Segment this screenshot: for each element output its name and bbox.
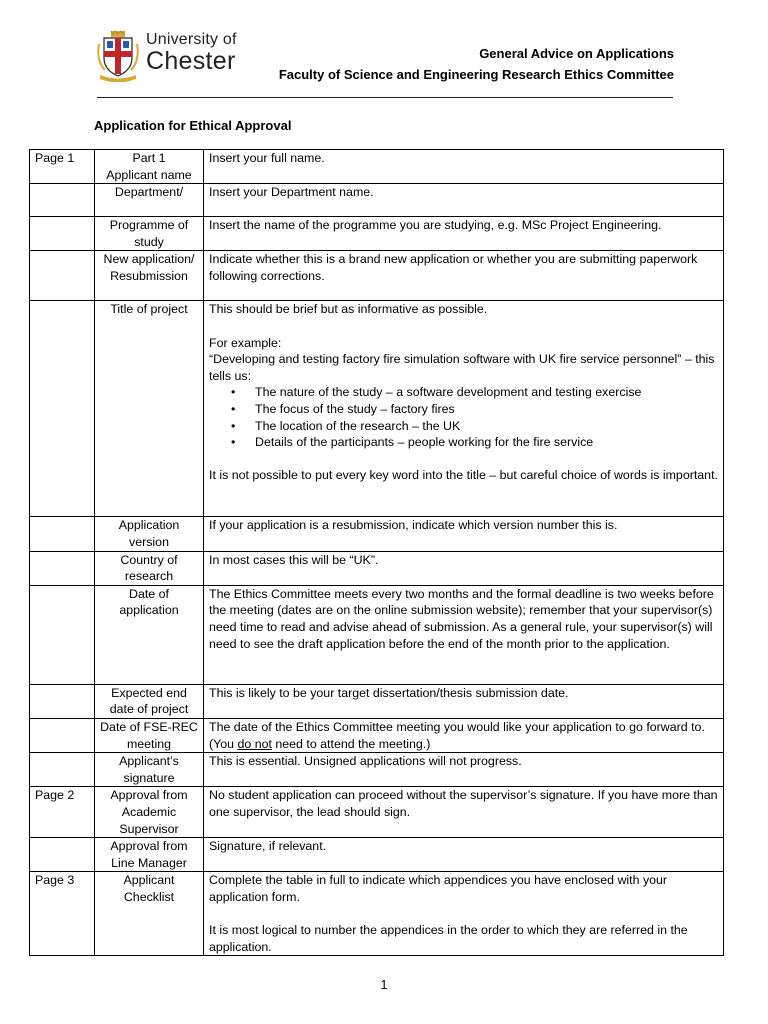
advice-paragraph — [209, 335, 718, 385]
header-title-faculty: Faculty of Science and Engineering Research Ethics Committee — [278, 67, 674, 82]
page-cell — [30, 184, 95, 217]
page-cell — [30, 838, 95, 872]
field-cell: Applicant Checklist — [95, 872, 204, 956]
page-cell — [30, 684, 95, 718]
field-cell: Programme of study — [95, 217, 204, 251]
crest-icon — [96, 30, 140, 82]
page-cell — [30, 251, 95, 301]
table-row — [30, 585, 724, 684]
table-row — [30, 684, 724, 718]
field-cell: Title of project — [95, 301, 204, 517]
page-cell — [30, 718, 95, 752]
field-cell: Approval from Academic Supervisor — [95, 787, 204, 838]
field-cell: Date of application — [95, 585, 204, 684]
field-cell: Approval from Line Manager — [95, 838, 204, 872]
advice-cell — [204, 718, 724, 752]
advice-paragraph: Complete the table in full to indicate which appendices you have enclosed with your application form. — [209, 873, 668, 904]
example-text: “Developing and testing factory fire simulation software with UK fire service personnel” – this tells us: — [209, 352, 715, 383]
advice-cell: Insert the name of the programme you are studying, e.g. MSc Project Engineering. — [204, 217, 724, 251]
header-titles — [279, 43, 674, 85]
page-cell — [30, 551, 95, 585]
advice-cell: In most cases this will be “UK”. — [204, 551, 724, 585]
field-cell: Country of research — [95, 551, 204, 585]
field-cell: Application version — [95, 517, 204, 551]
advice-cell — [204, 872, 724, 956]
field-cell: Applicant’s signature — [95, 753, 204, 787]
bullet-list — [209, 384, 718, 450]
example-label: For example: — [209, 335, 282, 350]
table-row — [30, 551, 724, 585]
advice-paragraph: It is not possible to put every key word into the title – but careful choice of words is important. — [209, 468, 718, 483]
table-row — [30, 217, 724, 251]
table-row — [30, 753, 724, 787]
field-cell: Expected end date of project — [95, 684, 204, 718]
header-title-advice: General Advice on Applications — [479, 46, 674, 61]
advice-cell: This is likely to be your target dissertation/thesis submission date. — [204, 684, 724, 718]
logo-wordmark — [146, 32, 237, 74]
advice-cell: If your application is a resubmission, indicate which version number this is. — [204, 517, 724, 551]
document-title: Application for Ethical Approval — [94, 118, 292, 133]
header-divider — [97, 97, 673, 98]
table-row — [30, 872, 724, 956]
table-row — [30, 718, 724, 752]
list-item: • The nature of the study – a software development and testing exercise — [209, 384, 718, 401]
field-cell — [95, 150, 204, 184]
advice-text: The date of the Ethics Committee meeting you would like your application to go forward to. (You — [209, 719, 705, 751]
field-cell: New application/ Resubmission — [95, 251, 204, 301]
list-item: • The focus of the study – factory fires — [209, 401, 718, 418]
table-row — [30, 517, 724, 551]
page-cell: Page 3 — [30, 872, 95, 956]
field-part-label: Part 1 — [132, 151, 166, 165]
advice-cell: Insert your full name. — [204, 150, 724, 184]
advice-cell: Insert your Department name. — [204, 184, 724, 217]
table-row — [30, 251, 724, 301]
university-logo — [96, 30, 256, 82]
list-item: • The location of the research – the UK — [209, 418, 718, 435]
field-label: Applicant name — [106, 167, 192, 182]
advice-paragraph: This should be brief but as informative as possible. — [209, 302, 488, 317]
advice-paragraph: It is most logical to number the appendices in the order to which they are referred in the application. — [209, 923, 688, 954]
field-cell: Date of FSE-REC meeting — [95, 718, 204, 752]
advice-cell: No student application can proceed without the supervisor’s signature. If you have more than one supervisor, the lead should sign. — [204, 787, 724, 838]
page-cell — [30, 217, 95, 251]
page-cell: Page 2 — [30, 787, 95, 838]
advice-cell: This is essential. Unsigned applications will not progress. — [204, 753, 724, 787]
advice-cell: Indicate whether this is a brand new application or whether you are submitting paperwork following corrections. — [204, 251, 724, 301]
advice-cell — [204, 301, 724, 517]
advice-table — [29, 149, 724, 956]
logo-line-university: University of — [146, 31, 237, 48]
page-cell — [30, 301, 95, 517]
advice-cell: The Ethics Committee meets every two months and the formal deadline is two weeks before the meeting (dates are on the online submission website); remember that your supervisor(s) need time to read and advise ahead of submission. As a general rule, your supervisor(s) will need to see the draft application before the end of the month prior to the application. — [204, 585, 724, 684]
page-cell — [30, 753, 95, 787]
field-cell: Department/ — [95, 184, 204, 217]
page-cell — [30, 585, 95, 684]
table-row — [30, 301, 724, 517]
table-row — [30, 838, 724, 872]
advice-cell: Signature, if relevant. — [204, 838, 724, 872]
page-number: 1 — [380, 978, 388, 992]
advice-text: need to attend the meeting.) — [271, 736, 431, 751]
advice-underlined: do not — [237, 736, 272, 751]
table-row — [30, 787, 724, 838]
table-row — [30, 184, 724, 217]
page-cell: Page 1 — [30, 150, 95, 184]
page-cell — [30, 517, 95, 551]
table-row — [30, 150, 724, 184]
list-item: • Details of the participants – people working for the fire service — [209, 434, 718, 451]
logo-line-chester: Chester — [146, 47, 236, 75]
